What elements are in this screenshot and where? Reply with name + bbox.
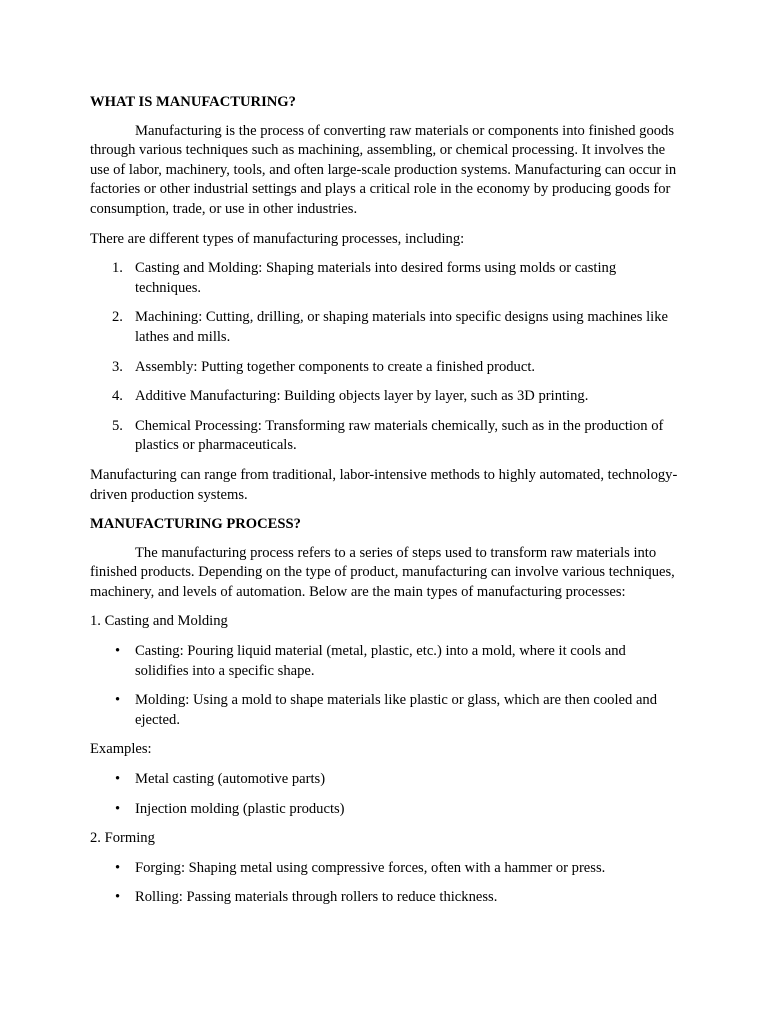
types-lead-paragraph: There are different types of manufacturing processes, including: [90, 230, 465, 247]
list-item-text: Metal casting (automotive parts) [135, 771, 326, 788]
list-item [90, 417, 680, 456]
list-item-text: Casting: Pouring liquid material (metal, plastic, etc.) into a mold, where it cools and solidifies into a specific shape. [135, 643, 626, 679]
list-item-text: Machining: Cutting, drilling, or shaping materials into specific designs using machines like lathes and mills. [135, 309, 668, 345]
bullet-icon: • [115, 859, 121, 876]
list-item [90, 888, 680, 908]
closing-paragraph: Manufacturing can range from traditional, labor-intensive methods to highly automated, technology-driven production systems. [90, 466, 678, 503]
list-item-text: Forging: Shaping metal using compressive forces, often with a hammer or press. [135, 859, 606, 876]
forming-bullet-list [90, 859, 680, 908]
list-number: 1. [112, 260, 123, 277]
subsection-title-forming: 2. Forming [90, 830, 155, 847]
bullet-icon: • [115, 643, 121, 660]
process-intro-paragraph: The manufacturing process refers to a series of steps used to transform raw materials into finished products. Depending on the type of product, manufacturing can involve various techniques, machinery, and levels of automation. Below are the main types of manufacturing processes: [90, 544, 675, 600]
list-item [90, 800, 680, 820]
bullet-icon: • [115, 800, 121, 817]
list-number: 2. [112, 309, 123, 326]
list-item [90, 259, 680, 298]
document-page [90, 93, 680, 918]
list-item [90, 770, 680, 790]
bullet-icon: • [115, 889, 121, 906]
bullet-icon: • [115, 692, 121, 709]
section-heading-manufacturing-process: MANUFACTURING PROCESS? [90, 516, 301, 533]
list-item-text: Assembly: Putting together components to create a finished product. [135, 358, 536, 375]
list-item-text: Rolling: Passing materials through rollers to reduce thickness. [135, 889, 498, 906]
intro-paragraph: Manufacturing is the process of converting raw materials or components into finished goods through various techniques such as machining, assembling, or chemical processing. It involves the use of labor, machinery, tools, and often large-scale production systems. Manufacturing can occur in factories or other industrial settings and plays a critical role in the economy by producing goods for consumption, trade, or use in other industries. [90, 122, 677, 217]
list-item-text: Additive Manufacturing: Building objects layer by layer, such as 3D printing. [135, 388, 589, 405]
list-item [90, 642, 680, 681]
subsection-title-casting: 1. Casting and Molding [90, 613, 228, 630]
list-number: 4. [112, 388, 123, 405]
examples-label: Examples: [90, 741, 152, 758]
list-item [90, 358, 680, 378]
list-item-text: Molding: Using a mold to shape materials like plastic or glass, which are then cooled and ejected. [135, 692, 658, 728]
list-item [90, 691, 680, 730]
list-item-text: Casting and Molding: Shaping materials into desired forms using molds or casting techniques. [135, 260, 617, 296]
list-item-text: Chemical Processing: Transforming raw materials chemically, such as in the production of plastics or pharmaceuticals. [135, 417, 664, 454]
manufacturing-types-list [90, 259, 680, 456]
bullet-icon: • [115, 771, 121, 788]
list-item [90, 387, 680, 407]
casting-bullet-list [90, 642, 680, 730]
list-item [90, 859, 680, 879]
examples-bullet-list [90, 770, 680, 819]
list-number: 3. [112, 358, 123, 375]
list-number: 5. [112, 417, 123, 434]
list-item-text: Injection molding (plastic products) [135, 800, 345, 817]
section-heading-what-is-manufacturing: WHAT IS MANUFACTURING? [90, 94, 296, 110]
list-item [90, 308, 680, 347]
